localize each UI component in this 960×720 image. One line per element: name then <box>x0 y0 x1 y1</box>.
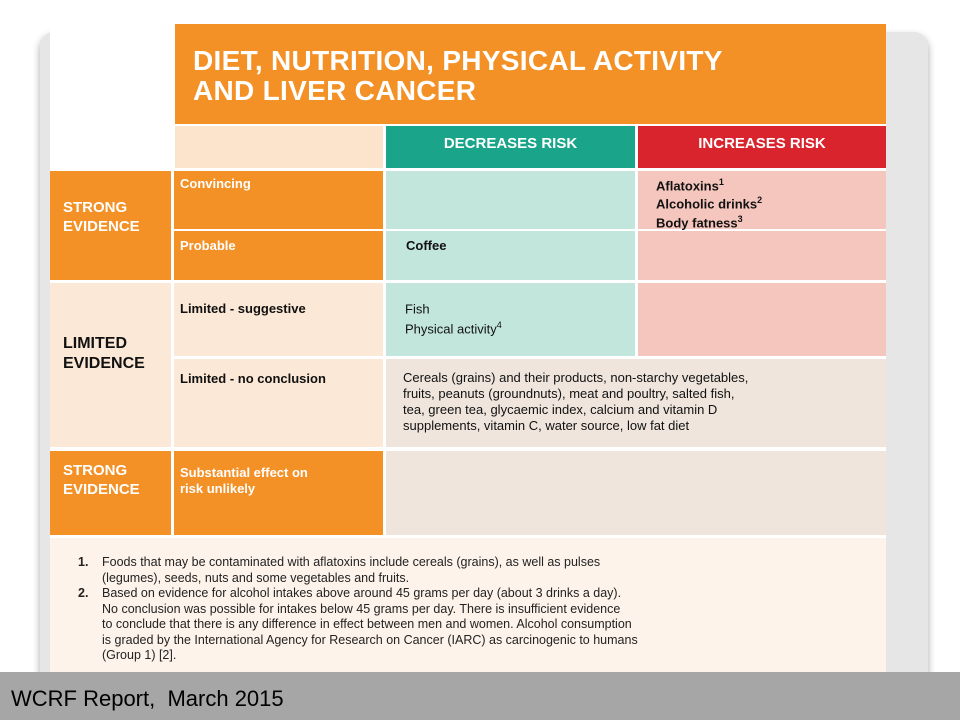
no-conclusion-line: supplements, vitamin C, water source, low fat diet <box>403 418 690 433</box>
footnote-line: to conclude that there is any difference in effect between men and women. Alcohol consumption <box>102 617 632 631</box>
limited-evidence-line-2: EVIDENCE <box>63 355 145 372</box>
strong-evidence-2-line-2: EVIDENCE <box>63 481 140 498</box>
increases-convincing-cell <box>638 171 886 229</box>
category-convincing: Convincing <box>174 171 383 229</box>
no-conclusion-line: tea, green tea, glycaemic index, calcium and vitamin D <box>403 402 718 417</box>
footer-caption: WCRF Report, March 2015 <box>11 686 284 711</box>
increases-limited-suggestive-cell <box>638 283 886 356</box>
decreases-probable-cell: Coffee <box>386 231 635 280</box>
category-probable: Probable <box>174 231 383 280</box>
header-blank <box>175 126 383 168</box>
strong-evidence-2-line-1: STRONG <box>63 462 128 479</box>
strong-evidence-label-1 <box>50 171 171 280</box>
footnote-line: Based on evidence for alcohol intakes above around 45 grams per day (about 3 drinks a day). <box>102 586 622 600</box>
strong-evidence-label-2 <box>50 451 171 535</box>
footnote-number: 1. <box>78 555 89 569</box>
no-conclusion-cell <box>386 359 886 447</box>
decreases-risk-header: DECREASES RISK <box>386 126 635 168</box>
substantial-line-2: risk unlikely <box>180 481 256 496</box>
no-conclusion-line: fruits, peanuts (groundnuts), meat and poultry, salted fish, <box>403 386 735 401</box>
footnote-line: (legumes), seeds, nuts and some vegetables and fruits. <box>102 570 410 585</box>
limited-evidence-line-1: LIMITED <box>63 335 127 352</box>
convincing-item: Aflatoxins$^1$ <box>656 177 724 194</box>
table-title <box>175 24 886 124</box>
footnote-number: 2. <box>78 586 89 600</box>
increases-probable-cell <box>638 231 886 280</box>
increases-risk-header: INCREASES RISK <box>638 126 886 168</box>
limited-evidence-label <box>50 283 171 447</box>
decreases-convincing-cell <box>386 171 635 229</box>
convincing-item: Body fatness$^3$ <box>656 213 743 230</box>
footnote-line: is graded by the International Agency for Research on Cancer (IARC) as carcinogenic to humans <box>102 632 638 647</box>
title-line-1: DIET, NUTRITION, PHYSICAL ACTIVITY <box>193 45 723 76</box>
footnote-line: Foods that may be contaminated with aflatoxins include cereals (grains), as well as pulses <box>102 555 601 569</box>
footnotes <box>50 538 886 672</box>
footnote-line: (Group 1) [2]. <box>102 648 177 662</box>
limited-suggestive-item: Physical activity$^4$ <box>405 320 502 337</box>
category-substantial-effect-unlikely <box>174 451 383 535</box>
category-limited-suggestive: Limited - suggestive <box>174 283 383 356</box>
substantial-effect-cell <box>386 451 886 535</box>
convincing-item: Alcoholic drinks$^2$ <box>656 195 763 212</box>
no-conclusion-line: Cereals (grains) and their products, non-starchy vegetables, <box>403 370 749 385</box>
substantial-line-1: Substantial effect on <box>180 465 308 480</box>
decreases-limited-suggestive-cell <box>386 283 635 356</box>
footnote-line: No conclusion was possible for intakes below 45 grams per day. There is insufficient evidence <box>102 601 621 616</box>
category-limited-no-conclusion: Limited - no conclusion <box>174 359 383 447</box>
strong-evidence-1-line-2: EVIDENCE <box>63 218 140 235</box>
footnote-1 <box>78 555 846 586</box>
limited-suggestive-item: Fish <box>405 301 430 317</box>
footnote-2 <box>78 586 846 664</box>
strong-evidence-1-line-1: STRONG <box>63 199 128 216</box>
title-line-2: AND LIVER CANCER <box>193 75 477 106</box>
